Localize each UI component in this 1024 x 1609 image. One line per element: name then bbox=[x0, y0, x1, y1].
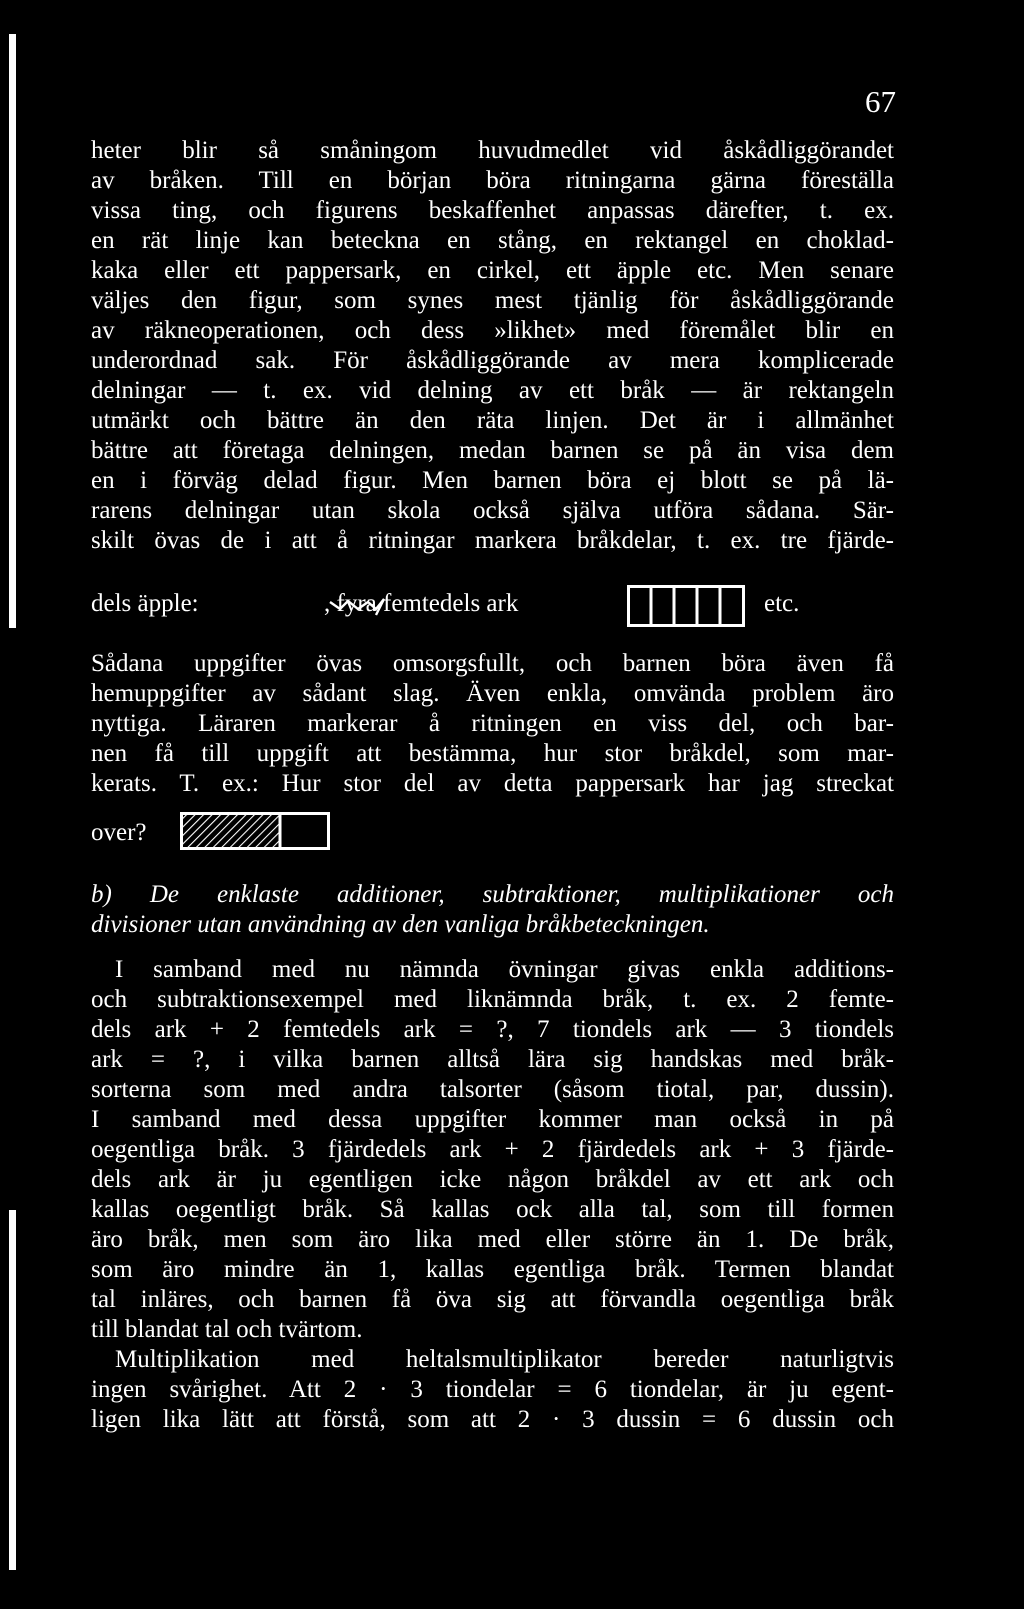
text-line: kerats. T. ex.: Hur stor del av detta pappersark har jag streckat bbox=[91, 770, 894, 797]
page-number: 67 bbox=[865, 84, 896, 119]
text-line: väljes den figur, som synes mest tjänlig för åskådliggörande bbox=[91, 287, 894, 314]
text-line: I samband med nu nämnda övningar givas enkla additions- bbox=[115, 956, 894, 983]
text-line: dels ark + 2 femtedels ark = ?, 7 tiondels ark — 3 tiondels bbox=[91, 1016, 894, 1043]
figure-caption-text: dels äpple: bbox=[91, 590, 199, 617]
text-line: dels ark är ju egentligen icke någon bråkdel av ett ark och bbox=[91, 1166, 894, 1193]
section-heading bbox=[91, 880, 894, 940]
text-line: skilt övas de i att å ritningar markera bråkdelar, t. ex. tre fjärde- bbox=[91, 527, 894, 554]
text-line: I samband med dessa uppgifter kommer man också in på bbox=[91, 1106, 894, 1133]
text-line: äro bråk, men som äro lika med eller större än 1. De bråk, bbox=[91, 1226, 894, 1253]
heading-line: b) De enklaste additioner, subtraktioner, multiplikationer och bbox=[91, 881, 894, 908]
text-line: ingen svårighet. Att 2 · 3 tiondelar = 6 tiondelar, är ju egent- bbox=[91, 1376, 894, 1403]
text-line: heter blir så småningom huvudmedlet vid åskådliggörandet bbox=[91, 137, 894, 164]
text-line: kallas oegentligt bråk. Så kallas ock alla tal, som till formen bbox=[91, 1196, 894, 1223]
text-line: tal inläres, och barnen få öva sig att förvandla oegentliga bråk bbox=[91, 1286, 894, 1313]
figure-caption-text: over? bbox=[91, 819, 147, 846]
text-line: nyttiga. Läraren markerar å ritningen en viss del, och bar- bbox=[91, 710, 894, 737]
hatched-sheet-row bbox=[91, 812, 894, 852]
paragraph-3 bbox=[91, 955, 894, 1435]
text-line: ligen lika lätt att förstå, som att 2 · 3 dussin = 6 dussin och bbox=[91, 1406, 894, 1433]
scan-edge-bar bbox=[9, 34, 16, 628]
text-line: en rät linje kan beteckna en stång, en rektangel en choklad- bbox=[91, 227, 894, 254]
text-line: och subtraktionsexempel med liknämnda bråk, t. ex. 2 femte- bbox=[91, 986, 894, 1013]
text-line: hemuppgifter av sådant slag. Även enkla, omvända problem äro bbox=[91, 680, 894, 707]
fraction-figure-row bbox=[91, 585, 894, 625]
text-line: sorterna som med andra talsorter (såsom tiotal, par, dussin). bbox=[91, 1076, 894, 1103]
text-line: underordnad sak. För åskådliggörande av mera komplicerade bbox=[91, 347, 894, 374]
text-line: oegentliga bråk. 3 fjärdedels ark + 2 fjärdedels ark + 3 fjärde- bbox=[91, 1136, 894, 1163]
paragraph-1 bbox=[91, 136, 894, 556]
four-fifths-sheet-figure bbox=[627, 585, 745, 627]
heading-line: divisioner utan användning av den vanliga bråkbeteckningen. bbox=[91, 911, 710, 938]
paragraph-2 bbox=[91, 649, 894, 799]
hatched-sheet-figure bbox=[180, 812, 330, 850]
figure-caption-text: etc. bbox=[764, 590, 800, 617]
text-line: nen få till uppgift att bestämma, hur stor bråkdel, som mar- bbox=[91, 740, 894, 767]
text-line: kaka eller ett pappersark, en cirkel, ett äpple etc. Men senare bbox=[91, 257, 894, 284]
text-line: ark = ?, i vilka barnen alltså lära sig handskas med bråk- bbox=[91, 1046, 894, 1073]
scan-edge-bar bbox=[9, 1210, 16, 1570]
text-line: en i förväg delad figur. Men barnen böra ej blott se på lä- bbox=[91, 467, 894, 494]
text-line: delningar — t. ex. vid delning av ett bråk — är rektangeln bbox=[91, 377, 894, 404]
text-line: av bråken. Till en början böra ritningarna gärna föreställa bbox=[91, 167, 894, 194]
text-line: utmärkt och bättre än den räta linjen. Det är i allmänhet bbox=[91, 407, 894, 434]
text-line: rarens delningar utan skola också själva utföra sådana. Sär- bbox=[91, 497, 894, 524]
text-line: som äro mindre än 1, kallas egentliga bråk. Termen blandat bbox=[91, 1256, 894, 1283]
text-line: Sådana uppgifter övas omsorgsfullt, och barnen böra även få bbox=[91, 650, 894, 677]
figure-caption-text: , fyra femtedels ark bbox=[324, 590, 519, 617]
text-line: vissa ting, och figurens beskaffenhet anpassas därefter, t. ex. bbox=[91, 197, 894, 224]
text-line: Multiplikation med heltalsmultiplikator bereder naturligtvis bbox=[115, 1346, 894, 1373]
text-line: av räkneoperationen, och dess »likhet» med föremålet blir en bbox=[91, 317, 894, 344]
text-line: till blandat tal och tvärtom. bbox=[91, 1316, 363, 1343]
text-line: bättre att företaga delningen, medan barnen se på än visa dem bbox=[91, 437, 894, 464]
